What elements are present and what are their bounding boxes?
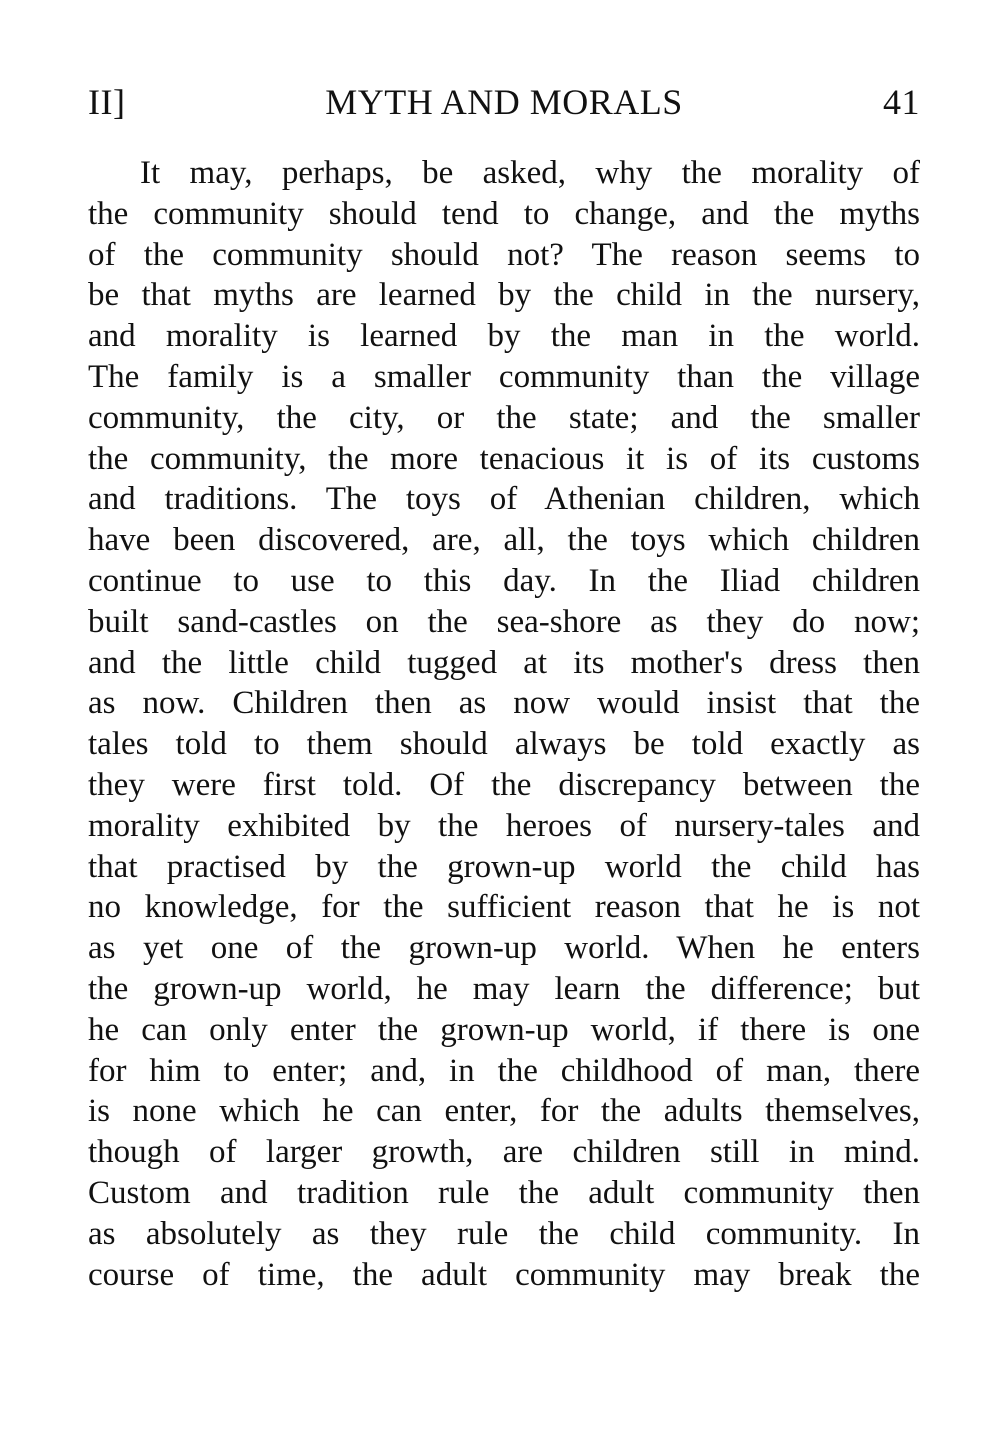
body-text [88, 153, 920, 1295]
text-line: as absolutely as they rule the child community. In [88, 1215, 920, 1252]
chapter-marker: II] [88, 82, 126, 122]
text-line: the community, the more tenacious it is of its customs [88, 440, 920, 477]
text-line: be that myths are learned by the child in the nursery, [88, 277, 920, 314]
text-line: no knowledge, for the sufficient reason that he is not [88, 889, 920, 926]
text-line: of the community should not? The reason seems to [88, 236, 920, 273]
text-line: as now. Children then as now would insist that the [88, 685, 920, 722]
running-header [88, 78, 920, 126]
text-line: though of larger growth, are children still in mind. [88, 1134, 920, 1171]
text-line: continue to use to this day. In the Iliad children [88, 562, 920, 599]
text-line: the community should tend to change, and the myths [88, 195, 920, 232]
text-line: Custom and tradition rule the adult community then [88, 1174, 920, 1211]
text-line: morality exhibited by the heroes of nursery-tales and [88, 807, 920, 844]
text-line: built sand-castles on the sea-shore as they do now; [88, 603, 920, 640]
text-line: that practised by the grown-up world the child has [88, 848, 920, 885]
text-line: the grown-up world, he may learn the difference; but [88, 970, 920, 1007]
text-line: The family is a smaller community than the village [88, 358, 920, 395]
text-line: and the little child tugged at its mother's dress then [88, 644, 920, 681]
text-line: course of time, the adult community may break the [88, 1256, 920, 1293]
text-line: is none which he can enter, for the adults themselves, [88, 1093, 920, 1130]
page-number: 41 [883, 82, 920, 122]
text-line: have been discovered, are, all, the toys which children [88, 522, 920, 559]
text-line: as yet one of the grown-up world. When he enters [88, 930, 920, 967]
text-line: It may, perhaps, be asked, why the morality of [140, 155, 920, 191]
text-line: for him to enter; and, in the childhood of man, there [88, 1052, 920, 1089]
text-line: tales told to them should always be told exactly as [88, 726, 920, 763]
text-line: he can only enter the grown-up world, if there is one [88, 1011, 920, 1048]
page-title: MYTH AND MORALS [325, 82, 683, 122]
text-line: and traditions. The toys of Athenian children, which [88, 481, 920, 518]
text-line: they were first told. Of the discrepancy between the [88, 766, 920, 803]
text-line: community, the city, or the state; and the smaller [88, 399, 920, 436]
text-line: and morality is learned by the man in the world. [88, 318, 920, 355]
